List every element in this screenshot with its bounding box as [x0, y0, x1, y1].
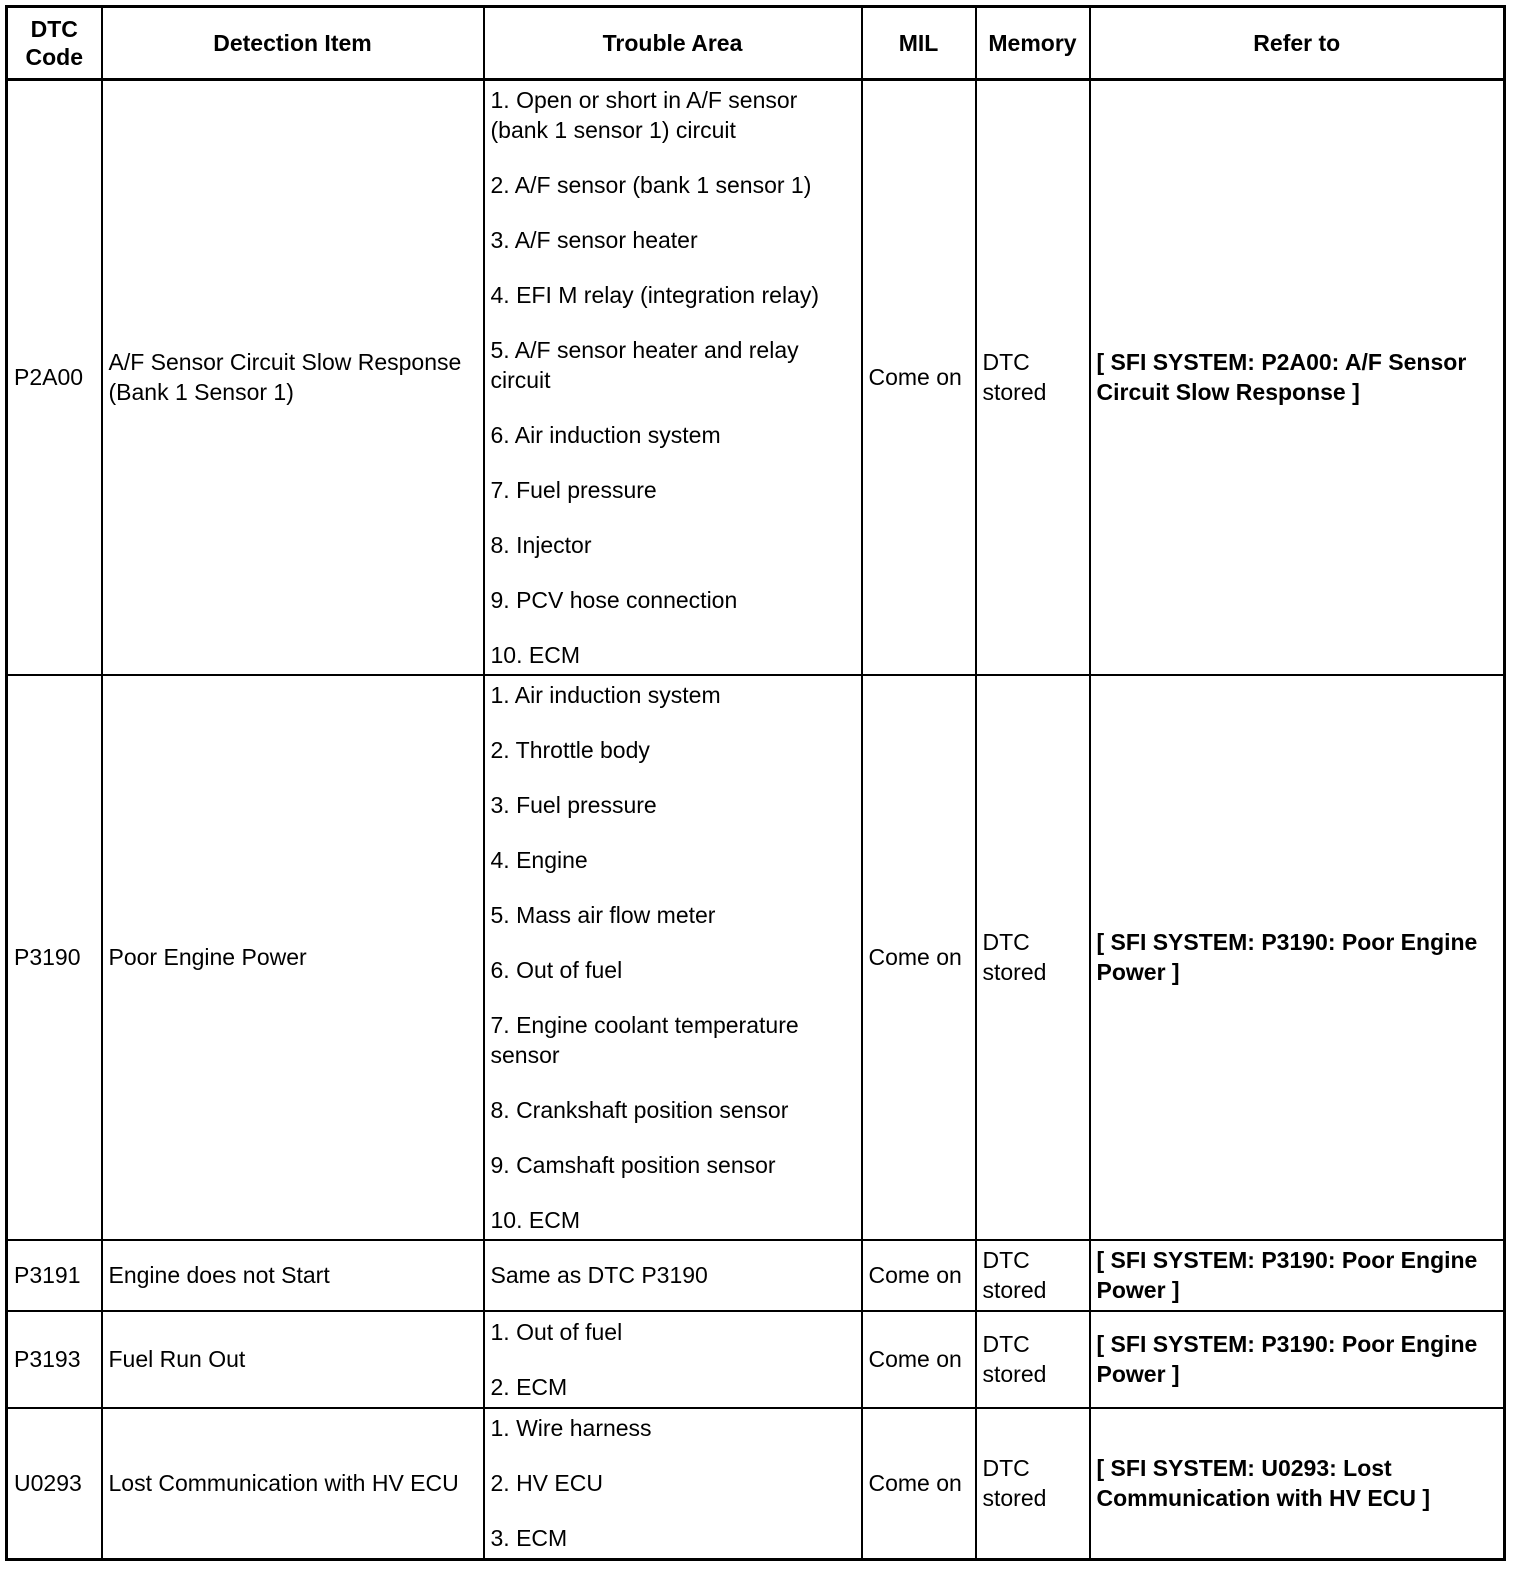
- table-header: [7, 7, 1505, 80]
- memory-cell: DTC stored: [976, 80, 1090, 675]
- trouble-area-item: 3. Fuel pressure: [490, 791, 657, 818]
- trouble-area-cell: [484, 80, 862, 675]
- trouble-area-item: 1. Out of fuel: [490, 1318, 623, 1345]
- trouble-area-item: 5. A/F sensor heater and relay circuit: [490, 336, 799, 393]
- trouble-area-list: [491, 680, 855, 1235]
- detection-item-cell: Engine does not Start: [102, 1240, 484, 1311]
- refer-to-link[interactable]: [ SFI SYSTEM: P2A00: A/F Sensor Circuit Slow Response ]: [1090, 80, 1505, 675]
- trouble-area-item: 6. Air induction system: [490, 421, 721, 448]
- trouble-area-item: 4. Engine: [490, 846, 588, 873]
- header-refer-to: Refer to: [1090, 7, 1505, 80]
- header-trouble-area: Trouble Area: [484, 7, 862, 80]
- trouble-area-item: 8. Injector: [490, 531, 592, 558]
- trouble-area-cell: [484, 1311, 862, 1408]
- refer-to-link[interactable]: [ SFI SYSTEM: P3190: Poor Engine Power ]: [1090, 1240, 1505, 1311]
- trouble-area-cell: [484, 1240, 862, 1311]
- header-row: [7, 7, 1505, 80]
- dtc-code-cell: P3193: [7, 1311, 102, 1408]
- trouble-area-list: [491, 85, 855, 670]
- trouble-area-item: 2. A/F sensor (bank 1 sensor 1): [490, 171, 812, 198]
- detection-item-cell: A/F Sensor Circuit Slow Response (Bank 1 Sensor 1): [102, 80, 484, 675]
- header-memory: Memory: [976, 7, 1090, 80]
- table-row: [7, 1240, 1505, 1311]
- trouble-area-item: 8. Crankshaft position sensor: [490, 1096, 789, 1123]
- header-dtc-code: DTC Code: [7, 7, 102, 80]
- detection-item-cell: Poor Engine Power: [102, 675, 484, 1240]
- trouble-area-cell: [484, 1408, 862, 1560]
- header-detection-item: Detection Item: [102, 7, 484, 80]
- dtc-code-cell: P3191: [7, 1240, 102, 1311]
- trouble-area-item: 3. ECM: [490, 1525, 568, 1552]
- table-row: [7, 675, 1505, 1240]
- trouble-area-item: 7. Engine coolant temperature sensor: [490, 1011, 799, 1068]
- trouble-area-item: 3. A/F sensor heater: [490, 226, 698, 253]
- mil-cell: Come on: [862, 675, 976, 1240]
- header-mil: MIL: [862, 7, 976, 80]
- table-row: [7, 1408, 1505, 1560]
- dtc-table: [5, 5, 1506, 1561]
- trouble-area-item: 9. Camshaft position sensor: [490, 1151, 776, 1178]
- memory-cell: DTC stored: [976, 1240, 1090, 1311]
- trouble-area-item: 10. ECM: [490, 641, 580, 668]
- trouble-area-item: 9. PCV hose connection: [490, 586, 738, 613]
- refer-to-link[interactable]: [ SFI SYSTEM: U0293: Lost Communication with HV ECU ]: [1090, 1408, 1505, 1560]
- refer-to-link[interactable]: [ SFI SYSTEM: P3190: Poor Engine Power ]: [1090, 1311, 1505, 1408]
- trouble-area-item: 6. Out of fuel: [490, 956, 623, 983]
- trouble-area-list: [491, 1260, 855, 1290]
- detection-item-cell: Fuel Run Out: [102, 1311, 484, 1408]
- mil-cell: Come on: [862, 80, 976, 675]
- trouble-area-item: 2. HV ECU: [490, 1470, 603, 1497]
- trouble-area-item: 7. Fuel pressure: [490, 476, 657, 503]
- trouble-area-item: 1. Open or short in A/F sensor (bank 1 sensor 1) circuit: [490, 86, 798, 143]
- trouble-area-item: 10. ECM: [490, 1206, 580, 1233]
- trouble-area-item: 1. Wire harness: [490, 1415, 652, 1442]
- dtc-code-cell: P2A00: [7, 80, 102, 675]
- mil-cell: Come on: [862, 1311, 976, 1408]
- dtc-code-cell: P3190: [7, 675, 102, 1240]
- trouble-area-cell: [484, 675, 862, 1240]
- mil-cell: Come on: [862, 1240, 976, 1311]
- trouble-area-item: Same as DTC P3190: [490, 1262, 708, 1288]
- mil-cell: Come on: [862, 1408, 976, 1560]
- refer-to-link[interactable]: [ SFI SYSTEM: P3190: Poor Engine Power ]: [1090, 675, 1505, 1240]
- trouble-area-item: 1. Air induction system: [490, 681, 721, 708]
- trouble-area-item: 4. EFI M relay (integration relay): [490, 281, 820, 308]
- table-body: [7, 80, 1505, 1560]
- memory-cell: DTC stored: [976, 675, 1090, 1240]
- memory-cell: DTC stored: [976, 1311, 1090, 1408]
- trouble-area-item: 2. ECM: [490, 1373, 568, 1400]
- trouble-area-item: 2. Throttle body: [490, 736, 650, 763]
- trouble-area-list: [491, 1317, 855, 1402]
- memory-cell: DTC stored: [976, 1408, 1090, 1560]
- table-row: [7, 1311, 1505, 1408]
- trouble-area-item: 5. Mass air flow meter: [490, 901, 716, 928]
- trouble-area-list: [491, 1413, 855, 1553]
- table-row: [7, 80, 1505, 675]
- dtc-code-cell: U0293: [7, 1408, 102, 1560]
- detection-item-cell: Lost Communication with HV ECU: [102, 1408, 484, 1560]
